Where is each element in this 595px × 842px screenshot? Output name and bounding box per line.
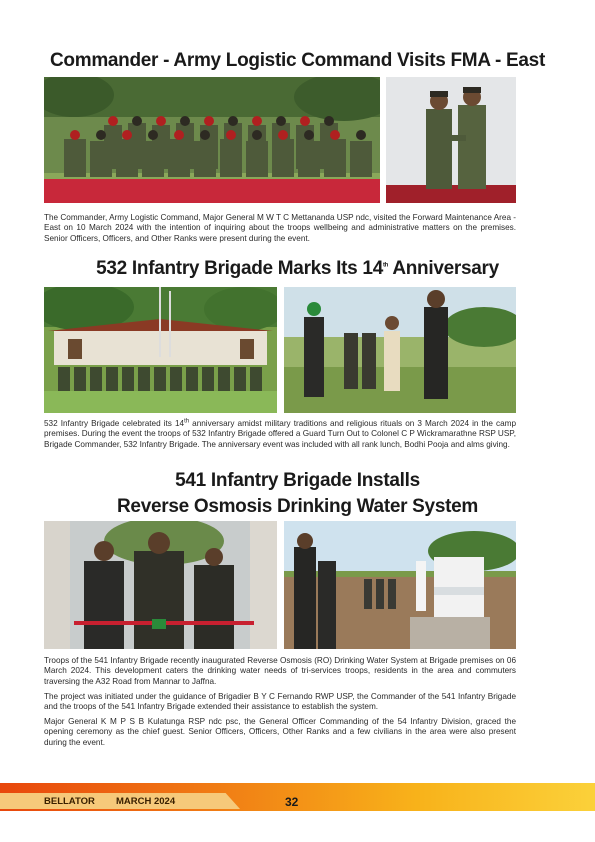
article2-body-b: anniversary amidst military traditions and religious rituals on 3 March 2024 in the camp premises. During the event the troops of 532 Infantry Brigade offered a Guard Turn Out to Colonel C P Wickramarathne RSP USP, Brigade Commander, 532 Infantry Brigade. The anniversary event was included with all rank lunch, Bodhi Pooja and alms giving. (44, 419, 516, 449)
page-number: 32 (285, 795, 299, 809)
issue-date: MARCH 2024 (116, 796, 176, 807)
article1-title: Commander - Army Logistic Command Visits FMA - East (50, 50, 545, 71)
article2-title-prefix: 532 Infantry Brigade Marks Its 14 (96, 258, 383, 279)
handshake-photo (386, 77, 516, 203)
brigade-group-photo (44, 287, 277, 413)
article2-body-sup: th (184, 418, 190, 425)
article2-body-a: 532 Infantry Brigade celebrated its 14 (44, 419, 185, 428)
water-system-photo (284, 521, 516, 649)
article1-body: The Commander, Army Logistic Command, Major General M W T C Mettananda USP ndc, visited the Forward Maintenance Area - East on 10 March 2024 with the intention of inquiring about the troops wellbeing and administrative matters on the premises. Senior Officers, Officers, and Other Ranks were present during the event. (44, 213, 516, 243)
article2-title (0, 258, 595, 280)
article3-title-line2: Reverse Osmosis Drinking Water System (117, 496, 478, 517)
article2-body (44, 419, 516, 450)
ribbon-cutting-photo (44, 521, 277, 649)
article3-para1: Troops of the 541 Infantry Brigade recently inaugurated Reverse Osmosis (RO) Drinking Water System at Brigade premises on 06 March 2024. This development caters the drinking water needs of tri-services troops, residents in the area and commuters traversing the A32 Road from Mannar to Jaffna. (44, 656, 516, 686)
article3-para2: The project was initiated under the guidance of Brigadier B Y C Fernando RWP USP, the Commander of the 541 Infantry Brigade and the troops of the 541 Infantry Brigade extended their assistance to establish the system. (44, 692, 516, 712)
article3-para3: Major General K M P S B Kulatunga RSP ndc psc, the General Officer Commanding of the 54 Infantry Division, graced the opening ceremony as the chief guest. Senior Officers, Officers, Other Ranks and a few civilians in the area were also present during the event. (44, 717, 516, 747)
guard-turn-out-photo (284, 287, 516, 413)
group-photo-logistic-command (44, 77, 380, 203)
magazine-name: BELLATOR (44, 796, 95, 807)
article3-title-line1: 541 Infantry Brigade Installs (175, 470, 420, 491)
article2-title-suffix: Anniversary (388, 258, 499, 279)
article2-title-sup: th (382, 262, 389, 269)
